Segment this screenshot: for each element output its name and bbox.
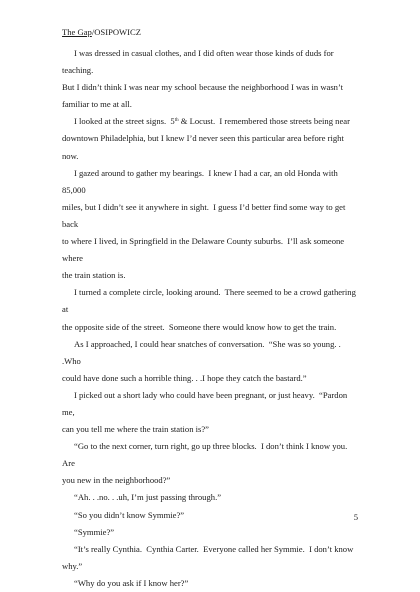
paragraph: I was dressed in casual clothes, and I did often wear those kinds of duds for teaching. But I didn’t think I was near my school because the neighborhood I was in wasn’t familiar to me at all.: [62, 48, 344, 110]
header-author: OSIPOWICZ: [94, 27, 142, 37]
paragraph: I picked out a short lady who could have been pregnant, or just heavy. “Pardon me, can you tell me where the train station is?”: [62, 389, 348, 435]
street-text-after: & Locust. I remembered those streets being near downtown Philadelphia, but I knew I’d never seen this particular area before right now.: [62, 116, 350, 161]
paragraph-street-signs: [62, 113, 360, 164]
manuscript-body: [62, 45, 360, 592]
header-title: The Gap: [62, 27, 92, 37]
paragraph: “Symmie?”: [74, 526, 115, 537]
ordinal-suffix: th: [174, 118, 179, 124]
paragraph: I turned a complete circle, looking around. There seemed to be a crowd gathering at the opposite side of the street. Someone there would know how to get the train.: [62, 287, 356, 332]
paragraph: “Ah. . .no. . .uh, I’m just passing through.”: [74, 492, 222, 503]
paragraph: I gazed around to gather my bearings. I knew I had a car, an old Honda with 85,000 miles, but I didn’t see it anywhere in sight. I guess I’d better find some way to get back to where I lived, in Springfield in the Delaware County suburbs. I’ll ask someone where the train station is.: [62, 167, 346, 281]
paragraph: As I approached, I could hear snatches of conversation. “She was so young. . .Who could have done such a horrible thing. . .I hope they catch the bastard.”: [62, 338, 341, 383]
running-header: [62, 27, 141, 38]
paragraph: “Go to the next corner, turn right, go up three blocks. I don’t think I know you. Are you new in the neighborhood?”: [62, 441, 348, 486]
paragraph: “So you didn’t know Symmie?”: [74, 509, 185, 520]
street-text-before: I looked at the street signs. 5: [74, 116, 175, 127]
header-separator: /: [91, 27, 95, 37]
paragraph: “It’s really Cynthia. Cynthia Carter. Everyone called her Symmie. I don’t know why.”: [62, 543, 354, 571]
page-number: 5: [353, 512, 358, 522]
paragraph: “Why do you ask if I know her?”: [74, 577, 189, 588]
